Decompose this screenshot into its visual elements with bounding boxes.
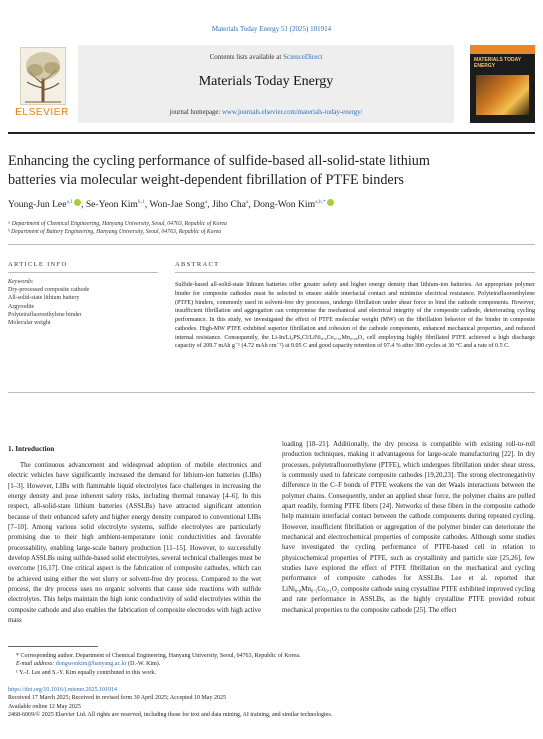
author-name[interactable]: Dong-Won Kim	[253, 199, 316, 211]
section-heading-introduction: 1. Introduction	[8, 445, 55, 453]
author-name[interactable]: Se-Yeon Kim	[85, 199, 138, 211]
copyright-line: 2468-6069/© 2025 Elsevier Ltd. All rights are reserved, including those for text and data mining, AI training, and similar technologies.	[8, 712, 333, 719]
affiliation-b: ᵇ Department of Battery Engineering, Hanyang University, Seoul, 04763, Republic of Korea	[8, 229, 222, 235]
bibliographic-info	[8, 686, 535, 720]
affiliation-a: ᵃ Department of Chemical Engineering, Hanyang University, Seoul, 04763, Republic of Korea	[8, 221, 227, 227]
homepage-line: journal homepage: www.journals.elsevier.com/materials-today-energy/	[169, 109, 363, 116]
journal-masthead	[8, 45, 535, 123]
email-label: E-mail address:	[16, 661, 56, 668]
article-info-rule	[8, 272, 158, 273]
email-suffix: (D.-W. Kim).	[126, 661, 161, 668]
elsevier-tree-icon	[20, 47, 66, 105]
journal-cover-thumbnail[interactable]	[470, 45, 535, 123]
received-dates: Received 17 March 2025; Received in revised form 30 April 2025; Accepted 10 May 2025	[8, 695, 226, 702]
article-info-heading: ARTICLE INFO	[8, 261, 68, 268]
email-link[interactable]: dongwonkim@hanyang.ac.kr	[55, 661, 127, 668]
available-online: Available online 12 May 2025	[8, 703, 81, 710]
elsevier-wordmark: ELSEVIER	[15, 107, 69, 118]
elsevier-logo[interactable]	[8, 45, 76, 123]
keyword-item: Polytetrafluoroethylene binder	[8, 311, 82, 318]
author-list: Young-Jun Lee$^{a,1}$ , Se-Yeon Kim$^{b,1}$, Won-Jae Song$^a$, Jiho Cha$^a$, Dong-Won Kim$^{a,b,*}$	[8, 199, 528, 210]
author-affil-sup[interactable]: a,b,*	[315, 199, 326, 205]
abstract-rule	[175, 272, 535, 273]
section-rule	[8, 244, 535, 245]
author-name[interactable]: Won-Jae Song	[149, 199, 205, 211]
author-affil-sup[interactable]: a	[204, 199, 208, 205]
abstract-heading: ABSTRACT	[175, 261, 220, 268]
keywords-block	[8, 278, 158, 327]
author-affil-sup[interactable]: a,1	[66, 199, 74, 205]
keyword-item: Molecular weight	[8, 320, 51, 327]
journal-header-banner	[78, 45, 454, 123]
contents-line: Contents lists available at ScienceDirect	[209, 53, 323, 61]
article-title: Enhancing the cycling performance of sulfide-based all-solid-state lithium batteries via molecular weight-dependent fibrillation of PTFE binders	[8, 153, 430, 188]
author-affil-sup[interactable]: b,1	[137, 199, 145, 205]
orcid-icon[interactable]	[327, 199, 334, 206]
sciencedirect-link[interactable]: ScienceDirect	[283, 53, 323, 61]
equal-contribution-note: ¹ Y.-J. Lee and S.-Y. Kim equally contributed to this work.	[16, 669, 156, 676]
footnote-rule	[8, 646, 98, 647]
keyword-item: All-solid-state lithium battery	[8, 295, 80, 302]
keyword-item: Argyrodite	[8, 303, 35, 310]
body-column-left: The continuous advancement and widespread adoption of mobile electronics and electric vehicles have significantly increased the demand for lithium-ion batteries (LIBs) [1–3]. However, LIBs with flammable liquid electrolytes face challenges in increasing the energy density and pose inherent safety risks, including thermal runaway [4–6]. In this respect, all-solid-state lithium batteries (ASSLBs) have attracted significant attention because of their enhanced safety and higher energy density compared to conventional LIBs [7–10]. Among various solid electrolyte systems, sulfide electrolytes are particularly promising due to their high ambient-temperature ionic conductivities and favorable processability, enabling large-scale battery production [11–15]. However, to successfully develop ASSLBs using sulfide-based solid electrolytes, several technical challenges must be overcome [16,17]. One critical aspect is the fabrication of composite cathodes, which can be achieved using either the wet slurry or solvent-free dry process. Compared to the wet process, the dry process uses no organic solvents that cause side reactions with sulfide electrolytes. This helps maintain the high ionic conductivity of solid electrolytes within the composite cathode and also enables the fabrication of composite electrodes with high active mass	[8, 462, 261, 625]
body-column-right: loading [18–21]. Additionally, the dry process is compatible with existing roll-to-roll production techniques, making it advantageous for large-scale manufacturing [22]. In dry processes, polytetrafluoroethylene (PTFE), which undergoes fibrillation under shear stress, is commonly used to fabricate composite cathodes [19,20,23]. The strong electronegativity difference in the C–F bonds of PTFE weakens the van der Waals interactions between the polymer chains. Consequently, under an applied shear force, the polymer chains are pulled apart readily, forming PTFE fibers [24]. Networks of these fibers in the composite cathode help maintain interfacial contact between the cathode components during repeated cycling. However, insufficient fibrillation or aggregation of the polymer binder can deteriorate the mechanical and electrochemical properties of composite cathodes. Although some studies have investigated the cycling performance of PTFE-based cell in relation to physicochemical properties of PTFE, such as crystallinity and particle size [25,26], few studies have explored the effect of PTFE fibrillation on the mechanical and cycling performance of composite cathodes for ASSLBs. Lee et al. reported that LiNi₀.₈Mn₀.₁Co₀.₁O₂ composite cathode using crystalline PTFE exhibited improved cycling and rate performance in ASSLBs, as the highly crystalline PTFE provided robust mechanical properties to the composite cathode [25]. The effect	[282, 441, 535, 614]
journal-reference[interactable]: Materials Today Energy 51 (2025) 101914	[211, 25, 332, 33]
corresponding-author-note: * Corresponding author. Department of Chemical Engineering, Hanyang University, Seoul, 04763, Republic of Korea.	[16, 653, 301, 659]
journal-title: Materials Today Energy	[198, 74, 334, 89]
email-note	[8, 660, 535, 668]
footnotes	[8, 652, 535, 677]
keywords-label: Keywords:	[8, 279, 34, 285]
orcid-icon[interactable]	[74, 199, 81, 206]
cover-image	[476, 75, 529, 115]
cover-band	[470, 45, 535, 54]
author-name[interactable]: Young-Jun Lee	[8, 199, 67, 211]
author-name[interactable]: Jiho Cha	[212, 199, 246, 211]
doi-link[interactable]: https://doi.org/10.1016/j.mtener.2025.101914	[8, 687, 118, 693]
header-rule	[8, 132, 535, 134]
journal-homepage-link[interactable]: www.journals.elsevier.com/materials-today-energy/	[222, 109, 363, 116]
keyword-item: Dry-processed composite cathode	[8, 287, 90, 294]
cover-title: MATERIALS TODAY ENERGY	[474, 57, 522, 69]
author-affil-sup[interactable]: a	[245, 199, 249, 205]
abstract-bottom-rule	[8, 392, 535, 393]
abstract-text: Sulfide-based all-solid-state lithium batteries offer greater safety and higher energy density than lithium-ion batteries. An appropriate polymer binder for composite cathodes must be selected to ensure stable interfacial contact and minimize electrical resistance. Polytetrafluoroethylene (PTFE) binders, commonly used in solvent-free dry processes, undergo fibrillation under shear force to bind the cathode components. However, insufficient fibrillation and aggregation can compromise the mechanical and electrical integrity of the composite cathode, deteriorating cycling performance. In this study, we investigated the effect of PTFE molecular weight (MW) on the fibrillation behavior of the binder in composite cathodes. High-MW PTFE exhibited superior fibrillation and cohesion of the cathode components, enhanced mechanical properties, and reduced internal resistance. Consequently, the Li-In/Li₆PS₅Cl/LiNi₀.₈Co₀.₁₀Mn₀.₀₈O₂ cell employing highly fibrillated PTFE achieved a high discharge capacity of 209.7 mAh g⁻¹ (4.72 mAh cm⁻²) at 0.05 C and good capacity retention of 97.4 % after 300 cycles at 30 °C and a rate of 0.5 C.	[175, 282, 535, 350]
